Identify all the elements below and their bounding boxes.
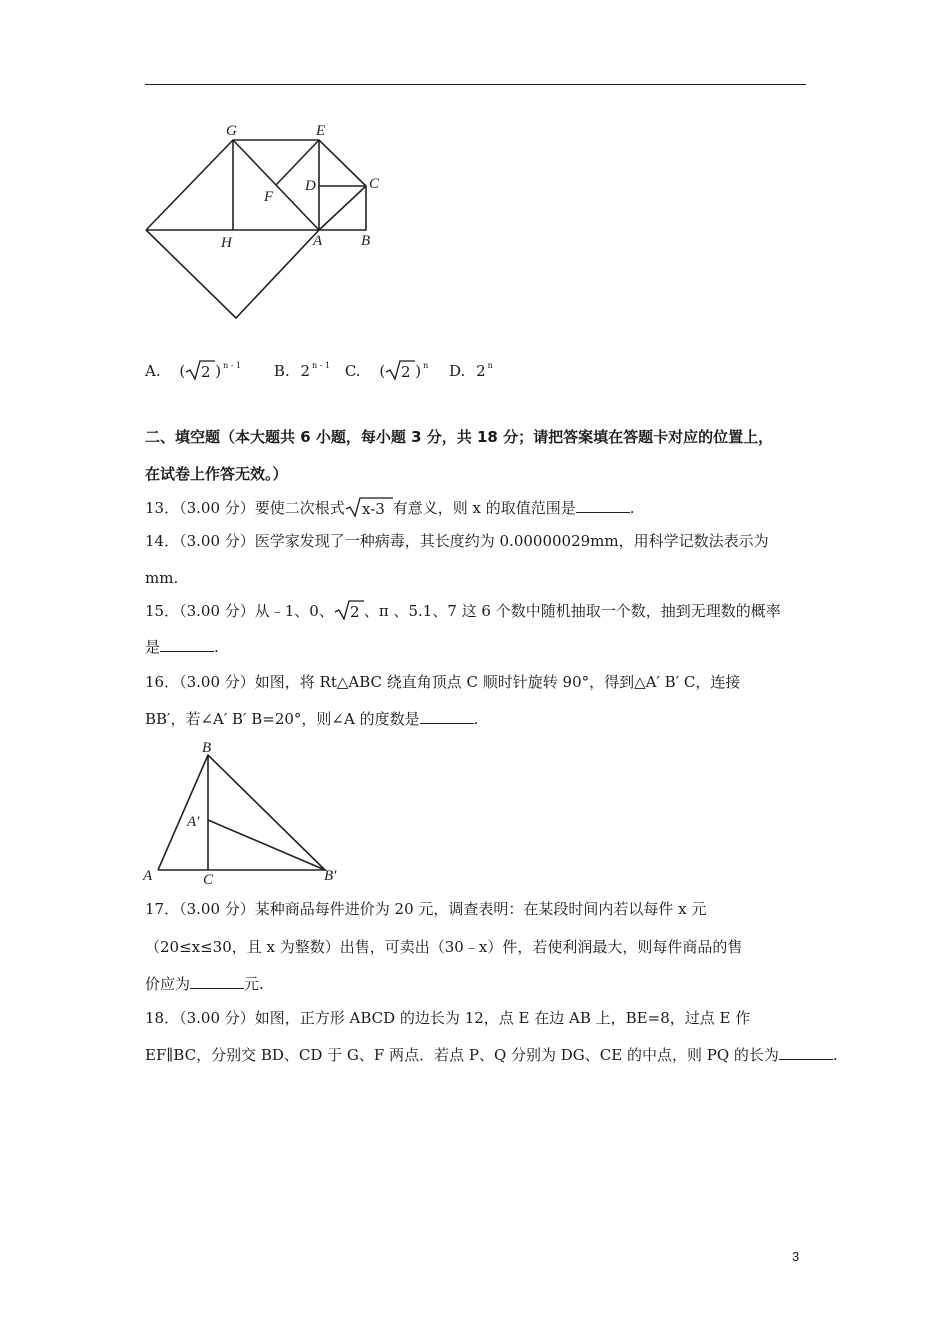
question-17-line1: 17．（3.00 分）某种商品每件进价为 20 元，调查表明：在某段时间内若以每件 x 元 bbox=[145, 900, 707, 918]
label-C: C bbox=[203, 872, 214, 888]
label-B: B bbox=[361, 233, 371, 249]
option-c[interactable]: C. ( 2 ) $^n$ bbox=[344, 361, 429, 381]
question-17-line3: 价应为 元. bbox=[145, 975, 264, 993]
svg-text:2: 2 bbox=[349, 603, 360, 621]
answer-blank[interactable] bbox=[420, 709, 474, 724]
label-F: F bbox=[264, 189, 274, 205]
sqrt-icon bbox=[334, 599, 364, 621]
label-D: D bbox=[305, 178, 316, 194]
sqrt-icon bbox=[345, 496, 393, 518]
svg-text:x-3: x-3 bbox=[361, 500, 385, 518]
question-14-line2: mm. bbox=[145, 569, 179, 587]
option-a[interactable]: A. ( 2 ) $^{n - 1}$ bbox=[145, 361, 242, 381]
section-heading-line2: 在试卷上作答无效。） bbox=[145, 465, 288, 483]
sqrt-icon bbox=[185, 359, 215, 381]
header-rule bbox=[145, 84, 806, 85]
question-13: 13．（3.00 分）要使二次根式 x-3 有意义，则 x 的取值范围是 . bbox=[145, 496, 635, 518]
q12-options bbox=[145, 356, 493, 381]
svg-text:2: 2 bbox=[201, 363, 211, 381]
question-18-line1: 18．（3.00 分）如图，正方形 ABCD 的边长为 12，点 E 在边 AB 上，BE=8，过点 E 作 bbox=[145, 1009, 751, 1027]
answer-blank[interactable] bbox=[779, 1045, 833, 1060]
question-15-line2: 是 . bbox=[145, 638, 219, 656]
svg-text:2: 2 bbox=[401, 363, 411, 381]
question-17-line2: （20≤x≤30，且 x 为整数）出售，可卖出（30﹣x）件，若使利润最大，则每件商品的售 bbox=[145, 938, 743, 956]
question-15-line1: 15．（3.00 分）从﹣1、0、 2 、π 、5.1、7 这 6 个数中随机抽取一个数，抽到无理数的概率 bbox=[145, 599, 781, 621]
label-A-prime: A′ bbox=[187, 814, 200, 830]
question-14-line1: 14．（3.00 分）医学家发现了一种病毒，其长度约为 0.00000029mm，用科学记数法表示为 bbox=[145, 532, 769, 550]
option-d[interactable]: D. 2 $^n$ bbox=[449, 361, 493, 380]
question-16-line2: BB′，若∠A′ B′ B=20°，则∠A 的度数是 . bbox=[145, 710, 479, 728]
question-18-line2: EF∥BC，分别交 BD、CD 于 G、F 两点．若点 P、Q 分别为 DG、CE 的中点，则 PQ 的长为 . bbox=[145, 1046, 838, 1064]
sqrt-icon bbox=[385, 359, 415, 381]
label-A: A bbox=[313, 233, 323, 249]
answer-blank[interactable] bbox=[160, 637, 214, 652]
label-C: C bbox=[369, 176, 380, 192]
label-E: E bbox=[316, 123, 326, 139]
geometry-figure-triangle bbox=[138, 736, 348, 888]
option-b[interactable]: B. 2 $^{n - 1}$ bbox=[273, 361, 331, 380]
question-16-line1: 16．（3.00 分）如图，将 Rt△ABC 绕直角顶点 C 顺时针旋转 90°，得到△A′ B′ C，连接 bbox=[145, 673, 741, 691]
label-B-prime: B′ bbox=[324, 868, 337, 884]
answer-blank[interactable] bbox=[190, 974, 244, 989]
geometry-figure-squares bbox=[140, 118, 390, 328]
label-H: H bbox=[221, 235, 232, 251]
answer-blank[interactable] bbox=[576, 498, 630, 513]
section-heading-line1: 二、填空题（本大题共 6 小题，每小题 3 分，共 18 分；请把答案填在答题卡对应的位置上， bbox=[145, 428, 774, 446]
label-A: A bbox=[143, 868, 153, 884]
page-number: 3 bbox=[792, 1249, 800, 1264]
label-G: G bbox=[226, 123, 237, 139]
label-B: B bbox=[202, 740, 212, 756]
